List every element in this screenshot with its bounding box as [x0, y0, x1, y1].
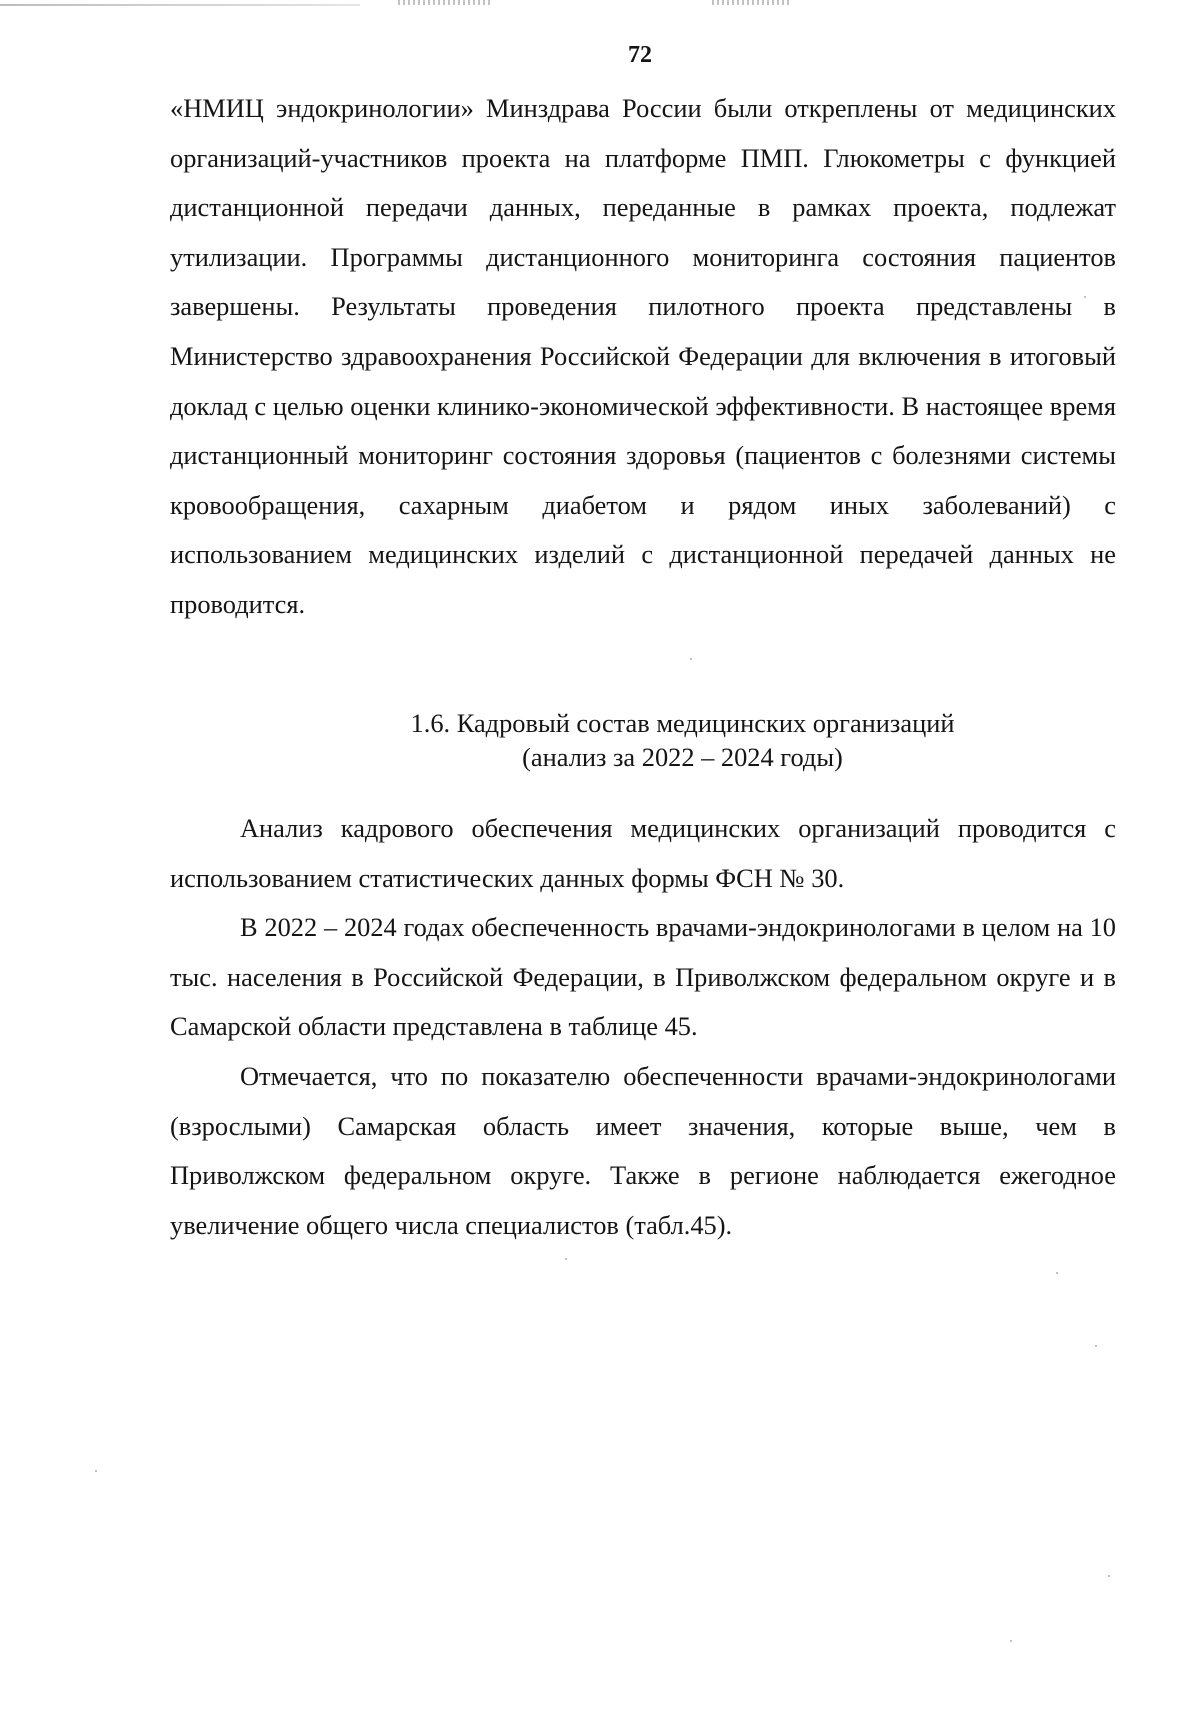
- scan-artifact-line: [0, 4, 360, 6]
- scan-speck: [1108, 1575, 1110, 1577]
- section-text-block: [170, 804, 1116, 1250]
- section-title-line-1: 1.6. Кадровый состав медицинских организаций: [410, 708, 955, 738]
- section-paragraph-2: В 2022 – 2024 годах обеспеченность врачами-эндокринологами в целом на 10 тыс. населения в Российской Федерации, в Приволжском федеральном округе и в Самарской области представлена в таблице 45.: [170, 912, 1116, 1042]
- scan-artifact-mark: [712, 0, 790, 5]
- scan-artifact-mark: [398, 0, 490, 5]
- scan-speck: [95, 1470, 97, 1472]
- scan-speck: [1056, 1272, 1058, 1274]
- page-number: 72: [628, 42, 652, 68]
- section-title-line-2: (анализ за 2022 – 2024 годы): [522, 742, 843, 772]
- scan-speck: [1095, 1345, 1097, 1347]
- section-paragraph-1: Анализ кадрового обеспечения медицинских организаций проводится с использованием статистических данных формы ФСН № 30.: [170, 813, 1116, 893]
- scan-speck: [690, 658, 692, 660]
- scan-speck: [565, 1258, 567, 1260]
- section-heading: [0, 706, 1200, 774]
- intro-text-block: [170, 84, 1116, 630]
- scan-speck: [1010, 1640, 1012, 1642]
- section-paragraph-3: Отмечается, что по показателю обеспеченности врачами-эндокринологами (взрослыми) Самарская область имеет значения, которые выше, чем в Приволжском федеральном округе. Также в регионе наблюдается ежегодное увеличение общего числа специалистов (табл.45).: [170, 1060, 1116, 1240]
- intro-paragraph: «НМИЦ эндокринологии» Минздрава России были откреплены от медицинских организаций-участников проекта на платформе ПМП. Глюкометры с функцией дистанционной передачи данных, переданные в рамках проекта, подлежат утилизации. Программы дистанционного мониторинга состояния пациентов завершены. Результаты проведения пилотного проекта представлены в Министерство здравоохранения Российской Федерации для включения в итоговый доклад с целью оценки клинико-экономической эффективности. В настоящее время дистанционный мониторинг состояния здоровья (пациентов с болезнями системы кровообращения, сахарным диабетом и рядом иных заболеваний) с использованием медицинских изделий с дистанционной передачей данных не проводится.: [170, 93, 1116, 619]
